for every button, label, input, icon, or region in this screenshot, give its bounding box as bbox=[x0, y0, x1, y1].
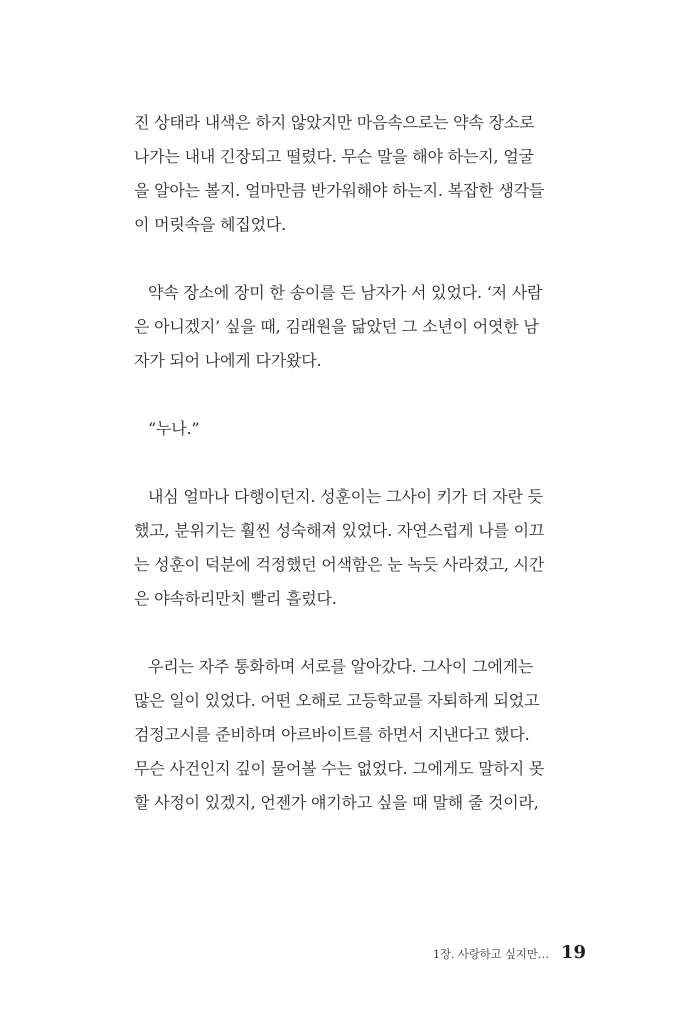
chapter-title: 1장. 사랑하고 싶지만… bbox=[432, 947, 549, 961]
paragraph bbox=[134, 650, 586, 820]
paragraph-gap bbox=[134, 242, 586, 276]
text-line: 내심 얼마나 다행이던지. 성훈이는 그사이 키가 더 자란 듯 bbox=[148, 487, 543, 506]
text-line: 을 알아는 볼지. 얼마만큼 반가워해야 하는지. 복잡한 생각들 bbox=[134, 181, 545, 200]
text-line: 은 야속하리만치 빨리 흘렀다. bbox=[134, 589, 337, 608]
paragraph bbox=[134, 106, 586, 242]
page-number: 19 bbox=[560, 942, 586, 963]
paragraph bbox=[134, 480, 586, 616]
text-line: 자가 되어 나에게 다가왔다. bbox=[134, 351, 322, 370]
text-line: 우리는 자주 통화하며 서로를 알아갔다. 그사이 그에게는 bbox=[148, 657, 534, 676]
dialogue-line: “누나.” bbox=[148, 419, 200, 438]
text-line: 는 성훈이 덕분에 걱정했던 어색함은 눈 녹듯 사라졌고, 시간 bbox=[134, 555, 545, 574]
paragraph-gap bbox=[134, 378, 586, 412]
body-text bbox=[134, 106, 586, 820]
text-line: 많은 일이 있었다. 어떤 오해로 고등학교를 자퇴하게 되었고 bbox=[134, 691, 540, 710]
text-line: 할 사정이 있겠지, 언젠가 얘기하고 싶을 때 말해 줄 것이라, bbox=[134, 793, 539, 812]
text-line: 검정고시를 준비하며 아르바이트를 하면서 지낸다고 했다. bbox=[134, 725, 530, 744]
text-line: 무슨 사건인지 깊이 물어볼 수는 없었다. 그에게도 말하지 못 bbox=[134, 759, 545, 778]
text-line: 진 상태라 내색은 하지 않았지만 마음속으로는 약속 장소로 bbox=[134, 113, 535, 132]
text-line: 이 머릿속을 헤집었다. bbox=[134, 215, 286, 234]
text-line: 나가는 내내 긴장되고 떨렸다. 무슨 말을 해야 하는지, 얼굴 bbox=[134, 147, 534, 166]
text-line: 은 아니겠지’ 싶을 때, 김래원을 닮았던 그 소년이 어엿한 남 bbox=[134, 317, 539, 336]
text-line: 했고, 분위기는 훨씬 성숙해져 있었다. 자연스럽게 나를 이끄 bbox=[134, 521, 545, 540]
page-footer bbox=[380, 942, 586, 970]
text-line: 약속 장소에 장미 한 송이를 든 남자가 서 있었다. ‘저 사람 bbox=[148, 283, 543, 302]
paragraph bbox=[134, 276, 586, 378]
paragraph-gap bbox=[134, 616, 586, 650]
dialogue-paragraph bbox=[134, 412, 586, 446]
paragraph-gap bbox=[134, 446, 586, 480]
